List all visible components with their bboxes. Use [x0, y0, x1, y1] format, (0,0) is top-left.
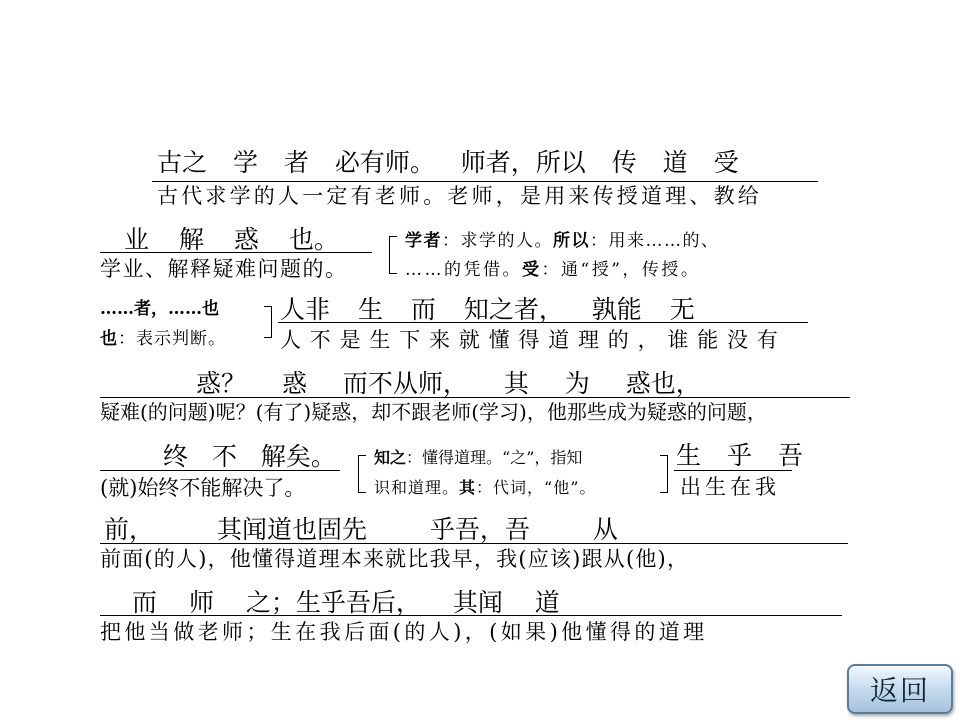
back-button-label: 返回: [869, 674, 930, 707]
passage-line-1-translation: 古代求学的人一定有老师。老师，是用来传授道理、教给: [157, 184, 762, 208]
annotation-def-qi: ：代词，“他”。: [476, 478, 597, 497]
annotation-text-zhishi: 识和道理。: [374, 478, 460, 497]
back-button[interactable]: [847, 664, 953, 714]
annotation-line-3: [374, 450, 582, 466]
annotation-ye-def: 也：表示判断。: [100, 329, 226, 349]
passage-line-5-original: 终 不 解矣。: [163, 442, 336, 471]
passage-line-5-translation: (就)始终不能解决了。: [100, 476, 306, 500]
passage-line-6-underline: [100, 543, 848, 544]
passage-line-7-translation: 把他当做老师；生在我后面(的人)，(如果)他懂得的道理: [100, 620, 708, 644]
passage-line-4-underline: [100, 397, 850, 398]
annotation-def-zhizhi: ：懂得道理。“之”，指知: [406, 448, 583, 467]
passage-line-1-original: 古之 学 者 必有师。 师者，所以 传 道 受: [157, 148, 739, 177]
annotation-def-suoyi: ：用来……的、: [590, 231, 720, 251]
annotation-line-2: [405, 262, 700, 279]
passage-line-2-translation: 学业、解释疑难问题的。: [100, 257, 348, 281]
passage-line-7-original: 而 师 之；生乎吾后， 其闻 道: [132, 588, 560, 617]
note-bracket-2: [264, 306, 272, 338]
annotation-line-1: [405, 233, 720, 250]
passage-line-2-original: 业 解 惑 也。: [124, 225, 339, 254]
annotation-term-zhizhi: 知之: [374, 448, 407, 467]
annotation-term-suoyi: 所以: [553, 231, 590, 251]
passage-line-3-underline: [278, 322, 808, 323]
annotation-def-shou: ：通“授”，传授。: [541, 260, 701, 280]
passage-line-5-underline: [100, 470, 340, 471]
annotation-zhe-ye-term: ……者，……也: [100, 299, 219, 319]
passage-line-1-underline: [152, 181, 818, 182]
annotation-term-qi: 其: [459, 478, 477, 497]
passage-line-6-original: 前， 其闻道也固先 乎吾，吾 从: [104, 515, 618, 544]
passage-line-6-translation: 前面(的人)，他懂得道理本来就比我早，我(应该)跟从(他)，: [100, 547, 690, 571]
annotation-line-4: [374, 480, 596, 496]
passage-line-7-underline: [100, 615, 842, 616]
annotation-term-xuezhe: 学者: [405, 231, 442, 251]
note-bracket-4: [660, 455, 668, 493]
note-bracket-1: [389, 236, 397, 274]
annotation-text-pingjie: ……的凭借。: [405, 260, 522, 280]
annotation-term-shou: 受: [522, 260, 542, 280]
passage-line-5-right-underline: [674, 470, 792, 471]
note-bracket-3: [358, 455, 366, 493]
passage-line-3-original: 人非 生 而 知之者， 孰能 无: [280, 295, 695, 324]
passage-line-4-original: 惑？ 惑 而不从师， 其 为 惑也，: [196, 369, 701, 398]
passage-line-5-right-original: 生 乎 吾: [676, 441, 803, 470]
passage-line-4-translation: 疑难(的问题)呢？(有了)疑惑，却不跟老师(学习)，他那些成为疑惑的问题，: [100, 400, 767, 424]
annotation-def-xuezhe: ：求学的人。: [442, 231, 553, 251]
passage-line-5-right-translation: 出生在我: [680, 475, 780, 499]
passage-line-3-translation: 人不是生下来就懂得道理的，谁能没有: [280, 328, 787, 352]
passage-line-2-underline: [100, 252, 372, 253]
